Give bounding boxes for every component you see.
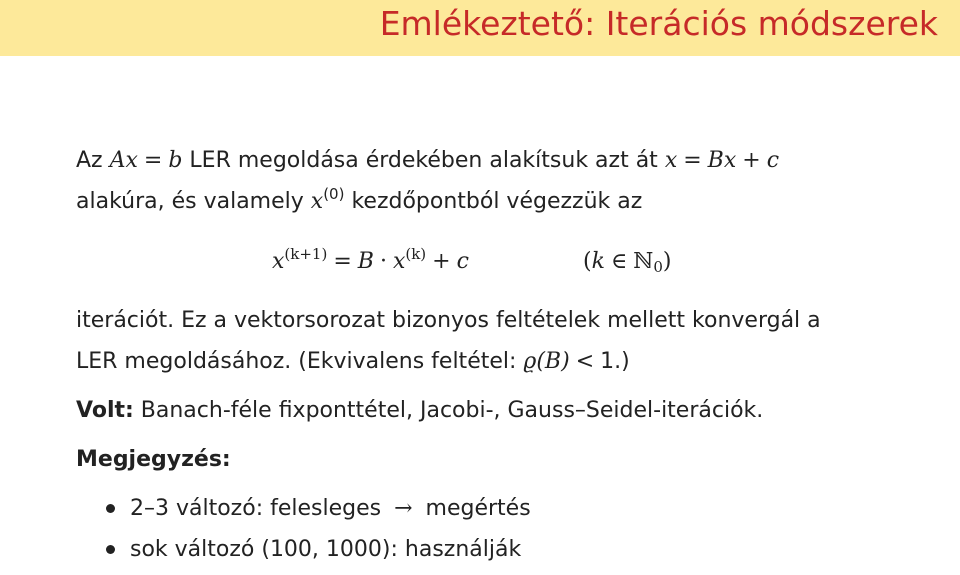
volt-line xyxy=(76,390,936,431)
megjegyzes-heading: Megjegyzés: xyxy=(76,447,231,472)
list-item: 2–3 változó: felesleges → megértés xyxy=(76,488,936,529)
note-list xyxy=(76,488,936,570)
paragraph-2-line-2: LER megoldásához. (Ekvivalens feltétel: ϱ(B) < 1.) xyxy=(76,349,630,374)
volt-label: Volt: xyxy=(76,398,134,423)
bullet-icon xyxy=(106,504,115,513)
list-item: sok változó (100, 1000): használják xyxy=(76,529,936,570)
paragraph-2-line-1: iterációt. Ez a vektorsorozat bizonyos feltételek mellett konvergál a xyxy=(76,308,821,333)
title-bar xyxy=(0,0,960,56)
formula-equation: $x^{(k+1)} = B \cdot x^{(k)} + c$ xyxy=(272,245,469,274)
paragraph-1-line-2: alakúra, és valamely $x^{(0)}$ kezdőpontból végezzük az xyxy=(76,185,643,214)
formula-condition: (k ∈ ℕ$_0$) xyxy=(583,249,672,276)
volt-text: Banach-féle fixponttétel, Jacobi-, Gauss–Seidel-iterációk. xyxy=(133,398,764,423)
slide-title: Emlékeztető: Iterációs módszerek xyxy=(379,4,938,43)
slide-content xyxy=(76,140,936,570)
iteration-formula xyxy=(76,234,936,288)
arrow-icon: → xyxy=(394,496,413,521)
bullet-icon xyxy=(106,545,115,554)
paragraph-1-line-1: Az Ax = b LER megoldása érdekében alakítsuk azt át x = Bx + c xyxy=(76,148,780,173)
